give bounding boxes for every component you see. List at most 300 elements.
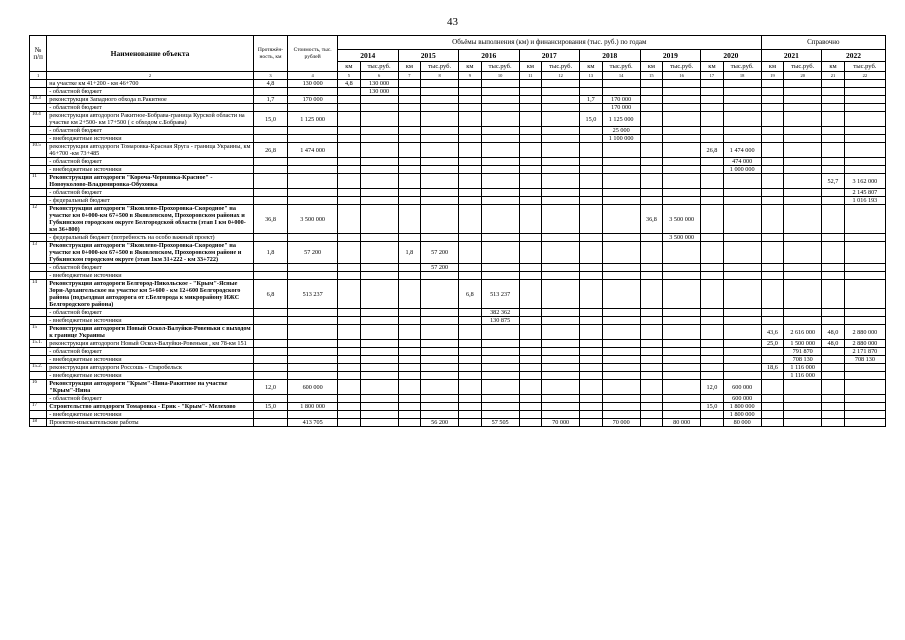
rub-cell bbox=[360, 280, 398, 309]
cost-cell bbox=[288, 340, 338, 348]
rub-cell bbox=[602, 309, 640, 317]
rub-cell bbox=[542, 317, 580, 325]
rub-cell bbox=[844, 317, 885, 325]
km-cell bbox=[580, 325, 603, 340]
km-cell: 6,8 bbox=[459, 280, 482, 309]
header-year-2016: 2016 bbox=[459, 50, 520, 62]
km-cell bbox=[701, 112, 724, 127]
km-cell bbox=[580, 411, 603, 419]
header-index-cell: 1 bbox=[30, 72, 47, 80]
cost-cell: 170 000 bbox=[288, 96, 338, 104]
km-cell bbox=[519, 88, 542, 96]
header-year-2018: 2018 bbox=[580, 50, 641, 62]
header-index-cell: 13 bbox=[580, 72, 603, 80]
row-number bbox=[30, 189, 47, 197]
km-cell bbox=[459, 104, 482, 112]
km-cell bbox=[398, 280, 421, 309]
km-cell bbox=[398, 340, 421, 348]
object-name: - федеральный бюджет (потребность на особо важный проект) bbox=[47, 234, 253, 242]
table-row bbox=[30, 88, 886, 96]
rub-cell bbox=[542, 88, 580, 96]
km-cell bbox=[761, 127, 784, 135]
table-row bbox=[30, 340, 886, 348]
rub-cell bbox=[844, 242, 885, 264]
rub-cell bbox=[360, 411, 398, 419]
rub-cell: 130 000 bbox=[360, 88, 398, 96]
table-row bbox=[30, 197, 886, 205]
rub-cell bbox=[723, 325, 761, 340]
km-cell bbox=[701, 364, 724, 372]
km-cell bbox=[519, 174, 542, 189]
row-number: 15 bbox=[30, 325, 47, 340]
rub-cell bbox=[481, 88, 519, 96]
header-index-cell: 3 bbox=[253, 72, 288, 80]
km-cell bbox=[519, 166, 542, 174]
km-cell bbox=[761, 112, 784, 127]
table-row bbox=[30, 143, 886, 158]
km-cell bbox=[640, 272, 663, 280]
km-cell bbox=[459, 309, 482, 317]
km-cell bbox=[398, 189, 421, 197]
rub-cell: 1 474 000 bbox=[723, 143, 761, 158]
rub-cell: 57 200 bbox=[421, 242, 459, 264]
rub-cell bbox=[602, 234, 640, 242]
cost-cell bbox=[288, 348, 338, 356]
km-cell: 25,0 bbox=[761, 340, 784, 348]
rub-cell bbox=[360, 234, 398, 242]
rub-cell bbox=[784, 104, 822, 112]
object-name: Реконструкция автодороги "Яковлево-Прохоровка-Скородное" на участке км 0+000-км 67+500 в Яковлевском, Прохоровском районе и Губкинском городском округе (этап 1км 31+222 - км 33+722) bbox=[47, 242, 253, 264]
rub-cell bbox=[360, 166, 398, 174]
km-cell bbox=[701, 189, 724, 197]
rub-cell: 3 162 000 bbox=[844, 174, 885, 189]
rub-cell bbox=[542, 96, 580, 104]
rub-cell bbox=[844, 364, 885, 372]
object-name: - областной бюджет bbox=[47, 104, 253, 112]
km-cell bbox=[822, 127, 845, 135]
object-name: - областной бюджет bbox=[47, 395, 253, 403]
header-unit-km: км bbox=[519, 62, 542, 72]
rub-cell bbox=[542, 325, 580, 340]
object-name: - областной бюджет bbox=[47, 309, 253, 317]
km-cell bbox=[398, 264, 421, 272]
rub-cell bbox=[723, 112, 761, 127]
object-name: Реконструкция автодороги Белгород-Никольское - "Крым"-Ясные Зори-Архангельское на участке км 5+600 - км 12+600 Белгородского района (подъездная автодорога от г.Белгорода к микрорайону ИЖС Белгородского района) bbox=[47, 280, 253, 309]
km-cell: 4,8 bbox=[337, 80, 360, 88]
rub-cell: 80 000 bbox=[663, 419, 701, 427]
object-name: - областной бюджет bbox=[47, 88, 253, 96]
rub-cell: 3 500 000 bbox=[663, 205, 701, 234]
row-number: 10.4 bbox=[30, 112, 47, 127]
header-index-cell: 16 bbox=[663, 72, 701, 80]
rub-cell bbox=[723, 189, 761, 197]
table-header bbox=[30, 36, 886, 80]
km-cell bbox=[337, 127, 360, 135]
rub-cell bbox=[663, 174, 701, 189]
km-cell bbox=[459, 403, 482, 411]
header-index-cell: 8 bbox=[421, 72, 459, 80]
km-cell bbox=[519, 395, 542, 403]
rub-cell bbox=[784, 143, 822, 158]
km-cell bbox=[519, 356, 542, 364]
table-row bbox=[30, 166, 886, 174]
rub-cell bbox=[542, 364, 580, 372]
km-cell bbox=[398, 143, 421, 158]
rub-cell bbox=[481, 348, 519, 356]
header-reference: Справочно bbox=[761, 36, 885, 50]
rub-cell bbox=[421, 356, 459, 364]
rub-cell: 25 000 bbox=[602, 127, 640, 135]
rub-cell: 600 000 bbox=[723, 395, 761, 403]
rub-cell bbox=[844, 372, 885, 380]
row-number: 10.3 bbox=[30, 96, 47, 104]
rub-cell bbox=[602, 364, 640, 372]
km-cell: 52,7 bbox=[822, 174, 845, 189]
row-number bbox=[30, 197, 47, 205]
km-cell bbox=[398, 135, 421, 143]
km-cell bbox=[337, 356, 360, 364]
rub-cell bbox=[602, 242, 640, 264]
km-cell bbox=[337, 135, 360, 143]
rub-cell bbox=[421, 280, 459, 309]
km-cell bbox=[459, 325, 482, 340]
km-cell: 12,0 bbox=[701, 380, 724, 395]
km-cell bbox=[580, 189, 603, 197]
header-index-cell: 18 bbox=[723, 72, 761, 80]
rub-cell bbox=[360, 143, 398, 158]
rub-cell bbox=[542, 380, 580, 395]
km-cell bbox=[701, 272, 724, 280]
km-cell: 43,6 bbox=[761, 325, 784, 340]
rub-cell: 600 000 bbox=[723, 380, 761, 395]
km-cell bbox=[580, 280, 603, 309]
rub-cell bbox=[542, 189, 580, 197]
rub-cell bbox=[663, 348, 701, 356]
rub-cell bbox=[844, 205, 885, 234]
km-cell: 26,8 bbox=[701, 143, 724, 158]
km-cell bbox=[398, 317, 421, 325]
table-row bbox=[30, 112, 886, 127]
km-cell bbox=[822, 264, 845, 272]
km-cell bbox=[822, 104, 845, 112]
km-cell bbox=[337, 280, 360, 309]
length-cell bbox=[253, 166, 288, 174]
row-number bbox=[30, 372, 47, 380]
length-cell bbox=[253, 364, 288, 372]
rub-cell bbox=[602, 205, 640, 234]
km-cell bbox=[640, 356, 663, 364]
rub-cell bbox=[723, 88, 761, 96]
header-index-cell: 9 bbox=[459, 72, 482, 80]
rub-cell bbox=[360, 264, 398, 272]
rub-cell bbox=[844, 234, 885, 242]
rub-cell: 1 016 193 bbox=[844, 197, 885, 205]
km-cell bbox=[459, 88, 482, 96]
km-cell bbox=[580, 372, 603, 380]
km-cell bbox=[822, 395, 845, 403]
rub-cell bbox=[542, 234, 580, 242]
km-cell bbox=[761, 234, 784, 242]
rub-cell bbox=[663, 143, 701, 158]
km-cell bbox=[640, 242, 663, 264]
rub-cell bbox=[723, 96, 761, 104]
header-index-cell: 20 bbox=[784, 72, 822, 80]
rub-cell bbox=[360, 112, 398, 127]
km-cell bbox=[580, 205, 603, 234]
cost-cell bbox=[288, 104, 338, 112]
km-cell bbox=[580, 127, 603, 135]
rub-cell bbox=[542, 356, 580, 364]
row-number bbox=[30, 356, 47, 364]
row-number: 13 bbox=[30, 242, 47, 264]
rub-cell bbox=[723, 104, 761, 112]
table-row bbox=[30, 96, 886, 104]
rub-cell: 70 000 bbox=[602, 419, 640, 427]
header-year-2020: 2020 bbox=[701, 50, 762, 62]
km-cell bbox=[761, 317, 784, 325]
km-cell bbox=[640, 340, 663, 348]
length-cell bbox=[253, 325, 288, 340]
table-row bbox=[30, 135, 886, 143]
rub-cell: 57 505 bbox=[481, 419, 519, 427]
rub-cell bbox=[421, 80, 459, 88]
cost-cell bbox=[288, 234, 338, 242]
header-year-2021: 2021 bbox=[761, 50, 822, 62]
row-number bbox=[30, 88, 47, 96]
km-cell bbox=[398, 309, 421, 317]
rub-cell bbox=[602, 340, 640, 348]
km-cell bbox=[519, 143, 542, 158]
rub-cell: 2 880 000 bbox=[844, 325, 885, 340]
table-row bbox=[30, 158, 886, 166]
km-cell bbox=[822, 309, 845, 317]
cost-cell bbox=[288, 317, 338, 325]
row-number bbox=[30, 317, 47, 325]
length-cell bbox=[253, 104, 288, 112]
rub-cell bbox=[602, 272, 640, 280]
km-cell bbox=[459, 395, 482, 403]
rub-cell bbox=[844, 135, 885, 143]
rub-cell bbox=[784, 411, 822, 419]
rub-cell bbox=[542, 309, 580, 317]
km-cell bbox=[459, 419, 482, 427]
km-cell bbox=[459, 242, 482, 264]
rub-cell: 2 171 870 bbox=[844, 348, 885, 356]
km-cell bbox=[337, 143, 360, 158]
rub-cell: 1 116 000 bbox=[784, 364, 822, 372]
km-cell bbox=[519, 403, 542, 411]
km-cell bbox=[761, 104, 784, 112]
rub-cell bbox=[784, 166, 822, 174]
cost-cell bbox=[288, 372, 338, 380]
km-cell bbox=[519, 364, 542, 372]
rub-cell bbox=[602, 380, 640, 395]
header-year-2019: 2019 bbox=[640, 50, 701, 62]
km-cell bbox=[519, 272, 542, 280]
rub-cell bbox=[421, 372, 459, 380]
km-cell bbox=[640, 364, 663, 372]
km-cell bbox=[459, 143, 482, 158]
km-cell bbox=[640, 419, 663, 427]
rub-cell bbox=[481, 96, 519, 104]
km-cell bbox=[640, 317, 663, 325]
km-cell bbox=[337, 242, 360, 264]
rub-cell bbox=[542, 112, 580, 127]
km-cell bbox=[761, 309, 784, 317]
km-cell bbox=[337, 205, 360, 234]
km-cell bbox=[761, 280, 784, 309]
row-number bbox=[30, 309, 47, 317]
km-cell bbox=[459, 234, 482, 242]
km-cell bbox=[459, 205, 482, 234]
rub-cell bbox=[481, 325, 519, 340]
cost-cell bbox=[288, 264, 338, 272]
length-cell bbox=[253, 356, 288, 364]
header-unit-rub: тыс.руб. bbox=[421, 62, 459, 72]
km-cell bbox=[701, 395, 724, 403]
rub-cell bbox=[542, 340, 580, 348]
object-name: - федеральный бюджет bbox=[47, 197, 253, 205]
km-cell bbox=[398, 205, 421, 234]
object-name: - внебюджетные источники bbox=[47, 372, 253, 380]
rub-cell bbox=[602, 348, 640, 356]
row-number bbox=[30, 80, 47, 88]
rub-cell: 2 616 000 bbox=[784, 325, 822, 340]
cost-cell bbox=[288, 174, 338, 189]
rub-cell bbox=[844, 127, 885, 135]
rub-cell: 1 116 000 bbox=[784, 372, 822, 380]
km-cell bbox=[640, 189, 663, 197]
object-name: - внебюджетные источники bbox=[47, 356, 253, 364]
km-cell bbox=[398, 104, 421, 112]
km-cell bbox=[701, 317, 724, 325]
header-unit-rub: тыс.руб. bbox=[784, 62, 822, 72]
km-cell bbox=[822, 143, 845, 158]
rub-cell bbox=[844, 380, 885, 395]
header-unit-rub: тыс.руб. bbox=[542, 62, 580, 72]
km-cell bbox=[519, 127, 542, 135]
rub-cell bbox=[784, 174, 822, 189]
rub-cell bbox=[784, 309, 822, 317]
header-index-cell: 15 bbox=[640, 72, 663, 80]
rub-cell bbox=[542, 127, 580, 135]
km-cell bbox=[459, 380, 482, 395]
header-unit-km: км bbox=[822, 62, 845, 72]
km-cell bbox=[701, 309, 724, 317]
km-cell bbox=[640, 280, 663, 309]
km-cell bbox=[822, 166, 845, 174]
km-cell bbox=[519, 189, 542, 197]
km-cell bbox=[398, 234, 421, 242]
rub-cell bbox=[663, 372, 701, 380]
km-cell bbox=[761, 419, 784, 427]
rub-cell bbox=[481, 80, 519, 88]
km-cell bbox=[701, 234, 724, 242]
length-cell: 6,8 bbox=[253, 280, 288, 309]
km-cell bbox=[822, 419, 845, 427]
rub-cell bbox=[481, 174, 519, 189]
header-year-2014: 2014 bbox=[337, 50, 398, 62]
table-row bbox=[30, 264, 886, 272]
cost-cell: 513 237 bbox=[288, 280, 338, 309]
rub-cell bbox=[421, 205, 459, 234]
object-name: - областной бюджет bbox=[47, 189, 253, 197]
length-cell bbox=[253, 234, 288, 242]
rub-cell bbox=[663, 189, 701, 197]
km-cell bbox=[580, 135, 603, 143]
table-row bbox=[30, 309, 886, 317]
km-cell bbox=[701, 372, 724, 380]
rub-cell: 1 125 000 bbox=[602, 112, 640, 127]
rub-cell bbox=[602, 411, 640, 419]
table-row bbox=[30, 280, 886, 309]
length-cell bbox=[253, 419, 288, 427]
rub-cell bbox=[784, 205, 822, 234]
rub-cell bbox=[360, 242, 398, 264]
km-cell bbox=[701, 88, 724, 96]
rub-cell: 170 000 bbox=[602, 104, 640, 112]
km-cell bbox=[640, 158, 663, 166]
rub-cell bbox=[663, 364, 701, 372]
page-number: 43 bbox=[447, 16, 458, 28]
km-cell bbox=[640, 395, 663, 403]
km-cell bbox=[459, 135, 482, 143]
rub-cell bbox=[602, 174, 640, 189]
km-cell bbox=[701, 166, 724, 174]
km-cell bbox=[701, 419, 724, 427]
cost-cell bbox=[288, 309, 338, 317]
rub-cell bbox=[784, 272, 822, 280]
row-number: 17 bbox=[30, 403, 47, 411]
length-cell bbox=[253, 189, 288, 197]
length-cell bbox=[253, 174, 288, 189]
rub-cell bbox=[421, 395, 459, 403]
km-cell bbox=[701, 242, 724, 264]
object-name: реконструкция Западного обхода п.Ракитное bbox=[47, 96, 253, 104]
km-cell bbox=[822, 272, 845, 280]
km-cell bbox=[822, 234, 845, 242]
km-cell bbox=[580, 356, 603, 364]
header-unit-km: км bbox=[640, 62, 663, 72]
rub-cell bbox=[844, 395, 885, 403]
rub-cell bbox=[360, 372, 398, 380]
km-cell bbox=[398, 127, 421, 135]
row-number bbox=[30, 135, 47, 143]
object-name: - внебюджетные источники bbox=[47, 272, 253, 280]
km-cell bbox=[337, 348, 360, 356]
rub-cell bbox=[542, 411, 580, 419]
km-cell bbox=[701, 127, 724, 135]
rub-cell bbox=[784, 96, 822, 104]
rub-cell bbox=[602, 356, 640, 364]
km-cell bbox=[459, 348, 482, 356]
length-cell bbox=[253, 197, 288, 205]
km-cell bbox=[580, 88, 603, 96]
rub-cell bbox=[542, 135, 580, 143]
km-cell: 15,0 bbox=[701, 403, 724, 411]
header-unit-rub: тыс.руб. bbox=[663, 62, 701, 72]
row-number bbox=[30, 234, 47, 242]
km-cell bbox=[761, 143, 784, 158]
header-index-cell: 10 bbox=[481, 72, 519, 80]
rub-cell bbox=[360, 317, 398, 325]
km-cell: 48,0 bbox=[822, 325, 845, 340]
km-cell bbox=[640, 372, 663, 380]
rub-cell: 80 000 bbox=[723, 419, 761, 427]
km-cell bbox=[761, 80, 784, 88]
km-cell bbox=[580, 380, 603, 395]
km-cell bbox=[640, 104, 663, 112]
